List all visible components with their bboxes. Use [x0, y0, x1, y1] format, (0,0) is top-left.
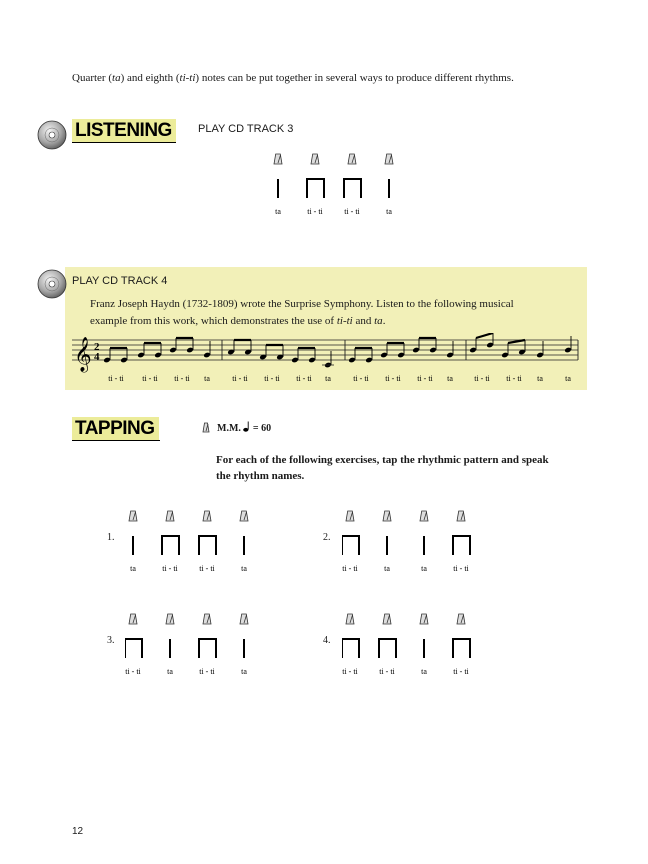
eighth-note-pair [125, 639, 142, 658]
time-signature-bottom: 4 [94, 351, 100, 363]
metronome-icon [240, 511, 248, 521]
metronome-icon [346, 614, 354, 624]
tapping-heading: TAPPING [72, 417, 159, 440]
metronome-icon [166, 511, 174, 521]
metronome-icon [129, 511, 137, 521]
rhythm-syllable: ta [167, 667, 173, 676]
note-group [501, 340, 526, 358]
metronome-icon [203, 614, 211, 624]
exercise-number: 2. [323, 532, 331, 543]
rhythm-syllable: ta [565, 374, 571, 383]
metronome-icon [240, 614, 248, 624]
metronome-icon [383, 511, 391, 521]
rhythm-syllable: ti - ti [108, 374, 124, 383]
eighth-note-pair [453, 639, 470, 658]
tapping-instructions: For each of the following exercises, tap the rhythmic pattern and speak the rhythm names. [216, 454, 549, 482]
metronome-icon [420, 511, 428, 521]
metronome-icon [457, 511, 465, 521]
cd-track-label: PLAY CD TRACK 3 [198, 123, 294, 135]
eighth-note-pair [307, 179, 324, 198]
rhythm-syllable: ta [447, 374, 453, 383]
listening-rhythm [270, 152, 420, 217]
rhythm-syllable: ti - ti [344, 207, 360, 216]
rhythm-syllable: ti - ti [453, 667, 469, 676]
rhythm-syllable: ti - ti [296, 374, 312, 383]
rhythm-syllable: ti - ti [199, 564, 215, 573]
eighth-note-pair [342, 536, 359, 555]
exercise-number: 4. [323, 635, 331, 646]
treble-clef-icon: 𝄞 [74, 337, 92, 372]
rhythm-syllable: ti - ti [417, 374, 433, 383]
rhythm-syllable: ta [204, 374, 210, 383]
rhythm-syllable: ti - ti [342, 667, 358, 676]
quarter-note-icon [243, 421, 250, 432]
rhythm-syllable: ti - ti [199, 667, 215, 676]
tempo-marking: M.M. = 60 [217, 423, 272, 434]
music-staff [72, 333, 582, 388]
rhythm-syllable: ti - ti [264, 374, 280, 383]
note-group [259, 345, 284, 360]
rhythm-syllable: ta [537, 374, 543, 383]
note-group [227, 340, 252, 355]
eighth-note-pair [199, 536, 216, 555]
eighth-note-pair [379, 639, 396, 658]
rhythm-syllable: ta [275, 207, 281, 216]
cd-icon [37, 269, 67, 299]
cd-icon [37, 120, 67, 150]
time-signature-top: 2 [94, 341, 100, 353]
exercise-3-rhythm [125, 612, 275, 677]
exercise-2-rhythm [342, 509, 492, 574]
rhythm-syllable: ti - ti [379, 667, 395, 676]
eighth-note-pair [342, 639, 359, 658]
metronome-icon [274, 154, 282, 164]
heading-underline [72, 440, 160, 441]
rhythm-syllable: ti - ti [307, 207, 323, 216]
heading-underline [72, 142, 176, 143]
metronome-icon [346, 511, 354, 521]
rhythm-syllable: ti - ti [174, 374, 190, 383]
metronome-icon [457, 614, 465, 624]
rhythm-syllable: ta [386, 207, 392, 216]
metronome-icon [348, 154, 356, 164]
cd-track-label: PLAY CD TRACK 4 [72, 275, 168, 287]
rhythm-syllable: ti - ti [453, 564, 469, 573]
metronome-icon [385, 154, 393, 164]
rhythm-syllable: ti - ti [506, 374, 522, 383]
exercise-1-rhythm [125, 509, 275, 574]
rhythm-syllable: ti - ti [474, 374, 490, 383]
rhythm-syllable: ta [421, 564, 427, 573]
eighth-note-pair [199, 639, 216, 658]
exercise-number: 1. [107, 532, 115, 543]
rhythm-syllable: ti - ti [142, 374, 158, 383]
listening-heading: LISTENING [72, 119, 176, 142]
haydn-description: Franz Joseph Haydn (1732-1809) wrote the Surprise Symphony. Listen to the following musical example from this work, which demonstrates the use of ti-ti and ta. [90, 298, 514, 327]
rhythm-syllable: ta [384, 564, 390, 573]
eighth-note-pair [162, 536, 179, 555]
metronome-icon [383, 614, 391, 624]
metronome-icon [420, 614, 428, 624]
rhythm-syllable: ti - ti [342, 564, 358, 573]
intro-text: Quarter (ta) and eighth (ti-ti) notes can be put together in several ways to produce different rhythms. [72, 72, 514, 84]
rhythm-syllable: ta [241, 564, 247, 573]
exercise-number: 3. [107, 635, 115, 646]
rhythm-syllable: ti - ti [353, 374, 369, 383]
metronome-icon [129, 614, 137, 624]
metronome-icon [200, 421, 212, 433]
rhythm-syllable: ti - ti [125, 667, 141, 676]
eighth-note-pair [344, 179, 361, 198]
rhythm-syllable: ta [421, 667, 427, 676]
metronome-icon [203, 511, 211, 521]
rhythm-syllable: ti - ti [385, 374, 401, 383]
rhythm-syllable: ti - ti [162, 564, 178, 573]
rhythm-syllable: ti - ti [232, 374, 248, 383]
rhythm-syllable: ta [325, 374, 331, 383]
eighth-note-pair [453, 536, 470, 555]
metronome-icon [166, 614, 174, 624]
metronome-icon [311, 154, 319, 164]
page-number: 12 [72, 826, 84, 837]
exercise-4-rhythm [342, 612, 492, 677]
rhythm-syllable: ta [241, 667, 247, 676]
rhythm-syllable: ta [130, 564, 136, 573]
